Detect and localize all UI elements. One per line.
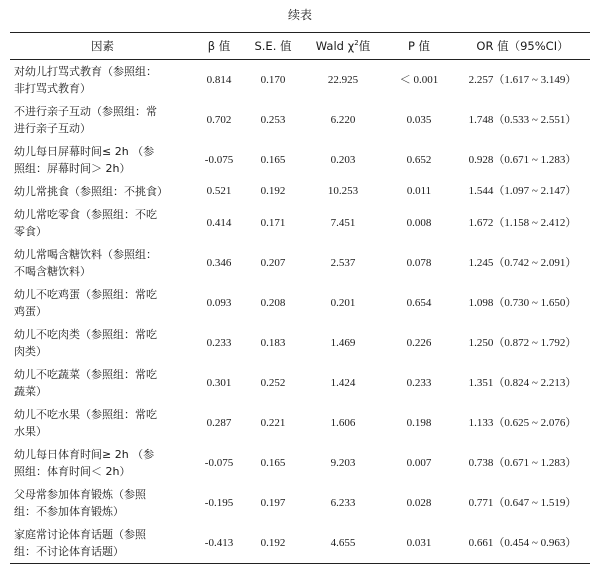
table-body — [10, 60, 590, 564]
cell-wald: 6.220 — [330, 113, 356, 126]
header-beta: β 值 — [195, 33, 243, 60]
cell-se: 0.192 — [243, 523, 303, 564]
cell-se: 0.165 — [260, 153, 286, 166]
cell-or: 1.133（0.625 ~ 2.076） — [468, 416, 577, 429]
table-row — [10, 60, 590, 101]
factor-line-1: 幼儿常吃零食（参照组：不吃 — [14, 208, 157, 221]
factor-line-2: 不喝含糖饮料） — [14, 265, 91, 278]
cell-se: 0.170 — [260, 73, 286, 86]
cell-se: 0.165 — [260, 456, 286, 469]
cell-or: 0.738（0.671 ~ 1.283） — [468, 456, 577, 469]
cell-or: 0.771（0.647 ~ 1.519） — [468, 496, 577, 509]
factor-line-1: 幼儿不吃水果（参照组：常吃 — [14, 408, 157, 421]
table-row — [10, 283, 590, 323]
cell-factor — [10, 140, 195, 180]
factor-line-1: 幼儿不吃鸡蛋（参照组：常吃 — [14, 288, 157, 301]
factor-line-2: 照组：屏幕时间＞ 2h） — [14, 162, 131, 175]
table-row — [10, 483, 590, 523]
cell-se: 0.197 — [260, 496, 286, 509]
cell-factor — [10, 323, 195, 363]
factor-line-2: 组：不参加体育锻炼） — [14, 505, 124, 518]
table-row — [10, 243, 590, 283]
factor-line-1: 对幼儿打骂式教育（参照组： — [14, 65, 157, 78]
cell-beta: 0.233 — [206, 336, 232, 349]
cell-factor — [10, 403, 195, 443]
cell-se: 0.207 — [260, 256, 286, 269]
factor-line-1: 幼儿常挑食（参照组：不挑食） — [14, 185, 168, 198]
cell-factor — [10, 60, 195, 101]
cell-or: 0.661（0.454 ~ 0.963） — [455, 523, 590, 564]
cell-wald: 7.451 — [330, 216, 356, 229]
factor-line-1: 幼儿不吃蔬菜（参照组：常吃 — [14, 368, 157, 381]
cell-wald: 10.253 — [327, 185, 359, 197]
factor-line-2: 水果） — [14, 425, 47, 438]
cell-factor — [10, 363, 195, 403]
cell-or: 1.245（0.742 ~ 2.091） — [468, 256, 577, 269]
cell-factor — [10, 180, 195, 203]
cell-p: 0.233 — [406, 376, 432, 389]
table-row — [10, 363, 590, 403]
cell-p: 0.008 — [406, 216, 432, 229]
cell-beta: 0.521 — [206, 185, 232, 197]
cell-or: 1.351（0.824 ~ 2.213） — [468, 376, 577, 389]
factor-line-1: 家庭常讨论体育话题（参照 — [14, 528, 146, 541]
factor-line-2: 进行亲子互动） — [14, 122, 91, 135]
cell-or: 1.544（1.097 ~ 2.147） — [468, 185, 577, 197]
cell-beta: -0.075 — [204, 153, 234, 166]
table-header-row — [10, 33, 590, 60]
table-row — [10, 180, 590, 203]
cell-p: 0.652 — [406, 153, 432, 166]
cell-beta: 0.346 — [206, 256, 232, 269]
cell-wald: 0.203 — [330, 153, 356, 166]
cell-p: 0.035 — [406, 113, 432, 126]
cell-factor — [10, 243, 195, 283]
cell-wald: 9.203 — [330, 456, 356, 469]
cell-wald: 6.233 — [330, 496, 356, 509]
cell-beta: 0.301 — [206, 376, 232, 389]
cell-factor — [10, 483, 195, 523]
cell-wald: 1.469 — [330, 336, 356, 349]
cell-beta: 0.414 — [206, 216, 232, 229]
table-row — [10, 403, 590, 443]
cell-wald: 22.925 — [327, 73, 359, 86]
cell-se: 0.183 — [260, 336, 286, 349]
header-wald-prefix: Wald χ — [315, 39, 355, 53]
cell-factor — [10, 203, 195, 243]
cell-se: 0.252 — [260, 376, 286, 389]
cell-beta: 0.702 — [206, 113, 232, 126]
cell-p: 0.198 — [406, 416, 432, 429]
factor-line-2: 蔬菜） — [14, 385, 47, 398]
cell-p: 0.226 — [406, 336, 432, 349]
cell-wald: 1.424 — [330, 376, 356, 389]
cell-wald: 2.537 — [330, 256, 356, 269]
factor-line-2: 非打骂式教育） — [14, 82, 91, 95]
cell-beta: -0.075 — [204, 456, 234, 469]
factor-line-2: 肉类） — [14, 345, 47, 358]
header-factor: 因素 — [10, 33, 195, 60]
header-wald-superscript: 2 — [354, 39, 359, 48]
cell-beta: 0.093 — [206, 296, 232, 309]
cell-or: 0.928（0.671 ~ 1.283） — [468, 153, 577, 166]
factor-line-1: 不进行亲子互动（参照组：常 — [14, 105, 157, 118]
cell-or: 1.672（1.158 ~ 2.412） — [468, 216, 577, 229]
cell-or: 1.098（0.730 ~ 1.650） — [468, 296, 577, 309]
cell-or: 1.748（0.533 ~ 2.551） — [468, 113, 577, 126]
regression-table — [10, 32, 590, 564]
factor-line-1: 幼儿每日屏幕时间≤ 2h （参 — [14, 145, 155, 158]
cell-p: 0.078 — [406, 256, 432, 269]
factor-line-2: 零食） — [14, 225, 47, 238]
cell-beta: 0.287 — [206, 416, 232, 429]
cell-or: 1.250（0.872 ~ 1.792） — [468, 336, 577, 349]
cell-beta: -0.195 — [204, 496, 234, 509]
table-row — [10, 140, 590, 180]
cell-se: 0.221 — [260, 416, 286, 429]
cell-factor — [10, 283, 195, 323]
cell-factor — [10, 523, 195, 564]
cell-se: 0.253 — [260, 113, 286, 126]
factor-line-2: 组：不讨论体育话题） — [14, 545, 124, 558]
table-caption: 续表 — [287, 8, 312, 22]
factor-line-1: 幼儿不吃肉类（参照组：常吃 — [14, 328, 157, 341]
header-wald — [303, 33, 383, 60]
cell-se: 0.208 — [260, 296, 286, 309]
header-p: P 值 — [383, 33, 455, 60]
factor-line-1: 幼儿每日体育时间≥ 2h （参 — [14, 448, 155, 461]
factor-line-2: 鸡蛋） — [14, 305, 47, 318]
table-row — [10, 100, 590, 140]
cell-p: ＜ 0.001 — [399, 73, 439, 86]
factor-line-2: 照组：体育时间＜ 2h） — [14, 465, 131, 478]
cell-wald: 1.606 — [330, 416, 356, 429]
cell-se: 0.171 — [260, 216, 286, 229]
cell-beta: -0.413 — [195, 523, 243, 564]
table-row — [10, 443, 590, 483]
table-row — [10, 203, 590, 243]
factor-line-1: 幼儿常喝含糖饮料（参照组： — [14, 248, 157, 261]
cell-wald: 0.201 — [330, 296, 356, 309]
cell-p: 0.028 — [406, 496, 432, 509]
cell-se: 0.192 — [260, 185, 286, 197]
header-se: S.E. 值 — [243, 33, 303, 60]
cell-p: 0.007 — [406, 456, 432, 469]
cell-wald: 4.655 — [303, 523, 383, 564]
cell-factor — [10, 443, 195, 483]
table-row — [10, 523, 590, 564]
header-wald-suffix: 值 — [358, 39, 371, 53]
cell-p: 0.031 — [383, 523, 455, 564]
table-row — [10, 323, 590, 363]
cell-or: 2.257（1.617 ~ 3.149） — [468, 73, 577, 86]
cell-p: 0.011 — [406, 185, 432, 197]
cell-factor — [10, 100, 195, 140]
cell-p: 0.654 — [406, 296, 432, 309]
cell-beta: 0.814 — [206, 73, 232, 86]
factor-line-1: 父母常参加体育锻炼（参照 — [14, 488, 146, 501]
header-or: OR 值（95%CI） — [455, 33, 590, 60]
